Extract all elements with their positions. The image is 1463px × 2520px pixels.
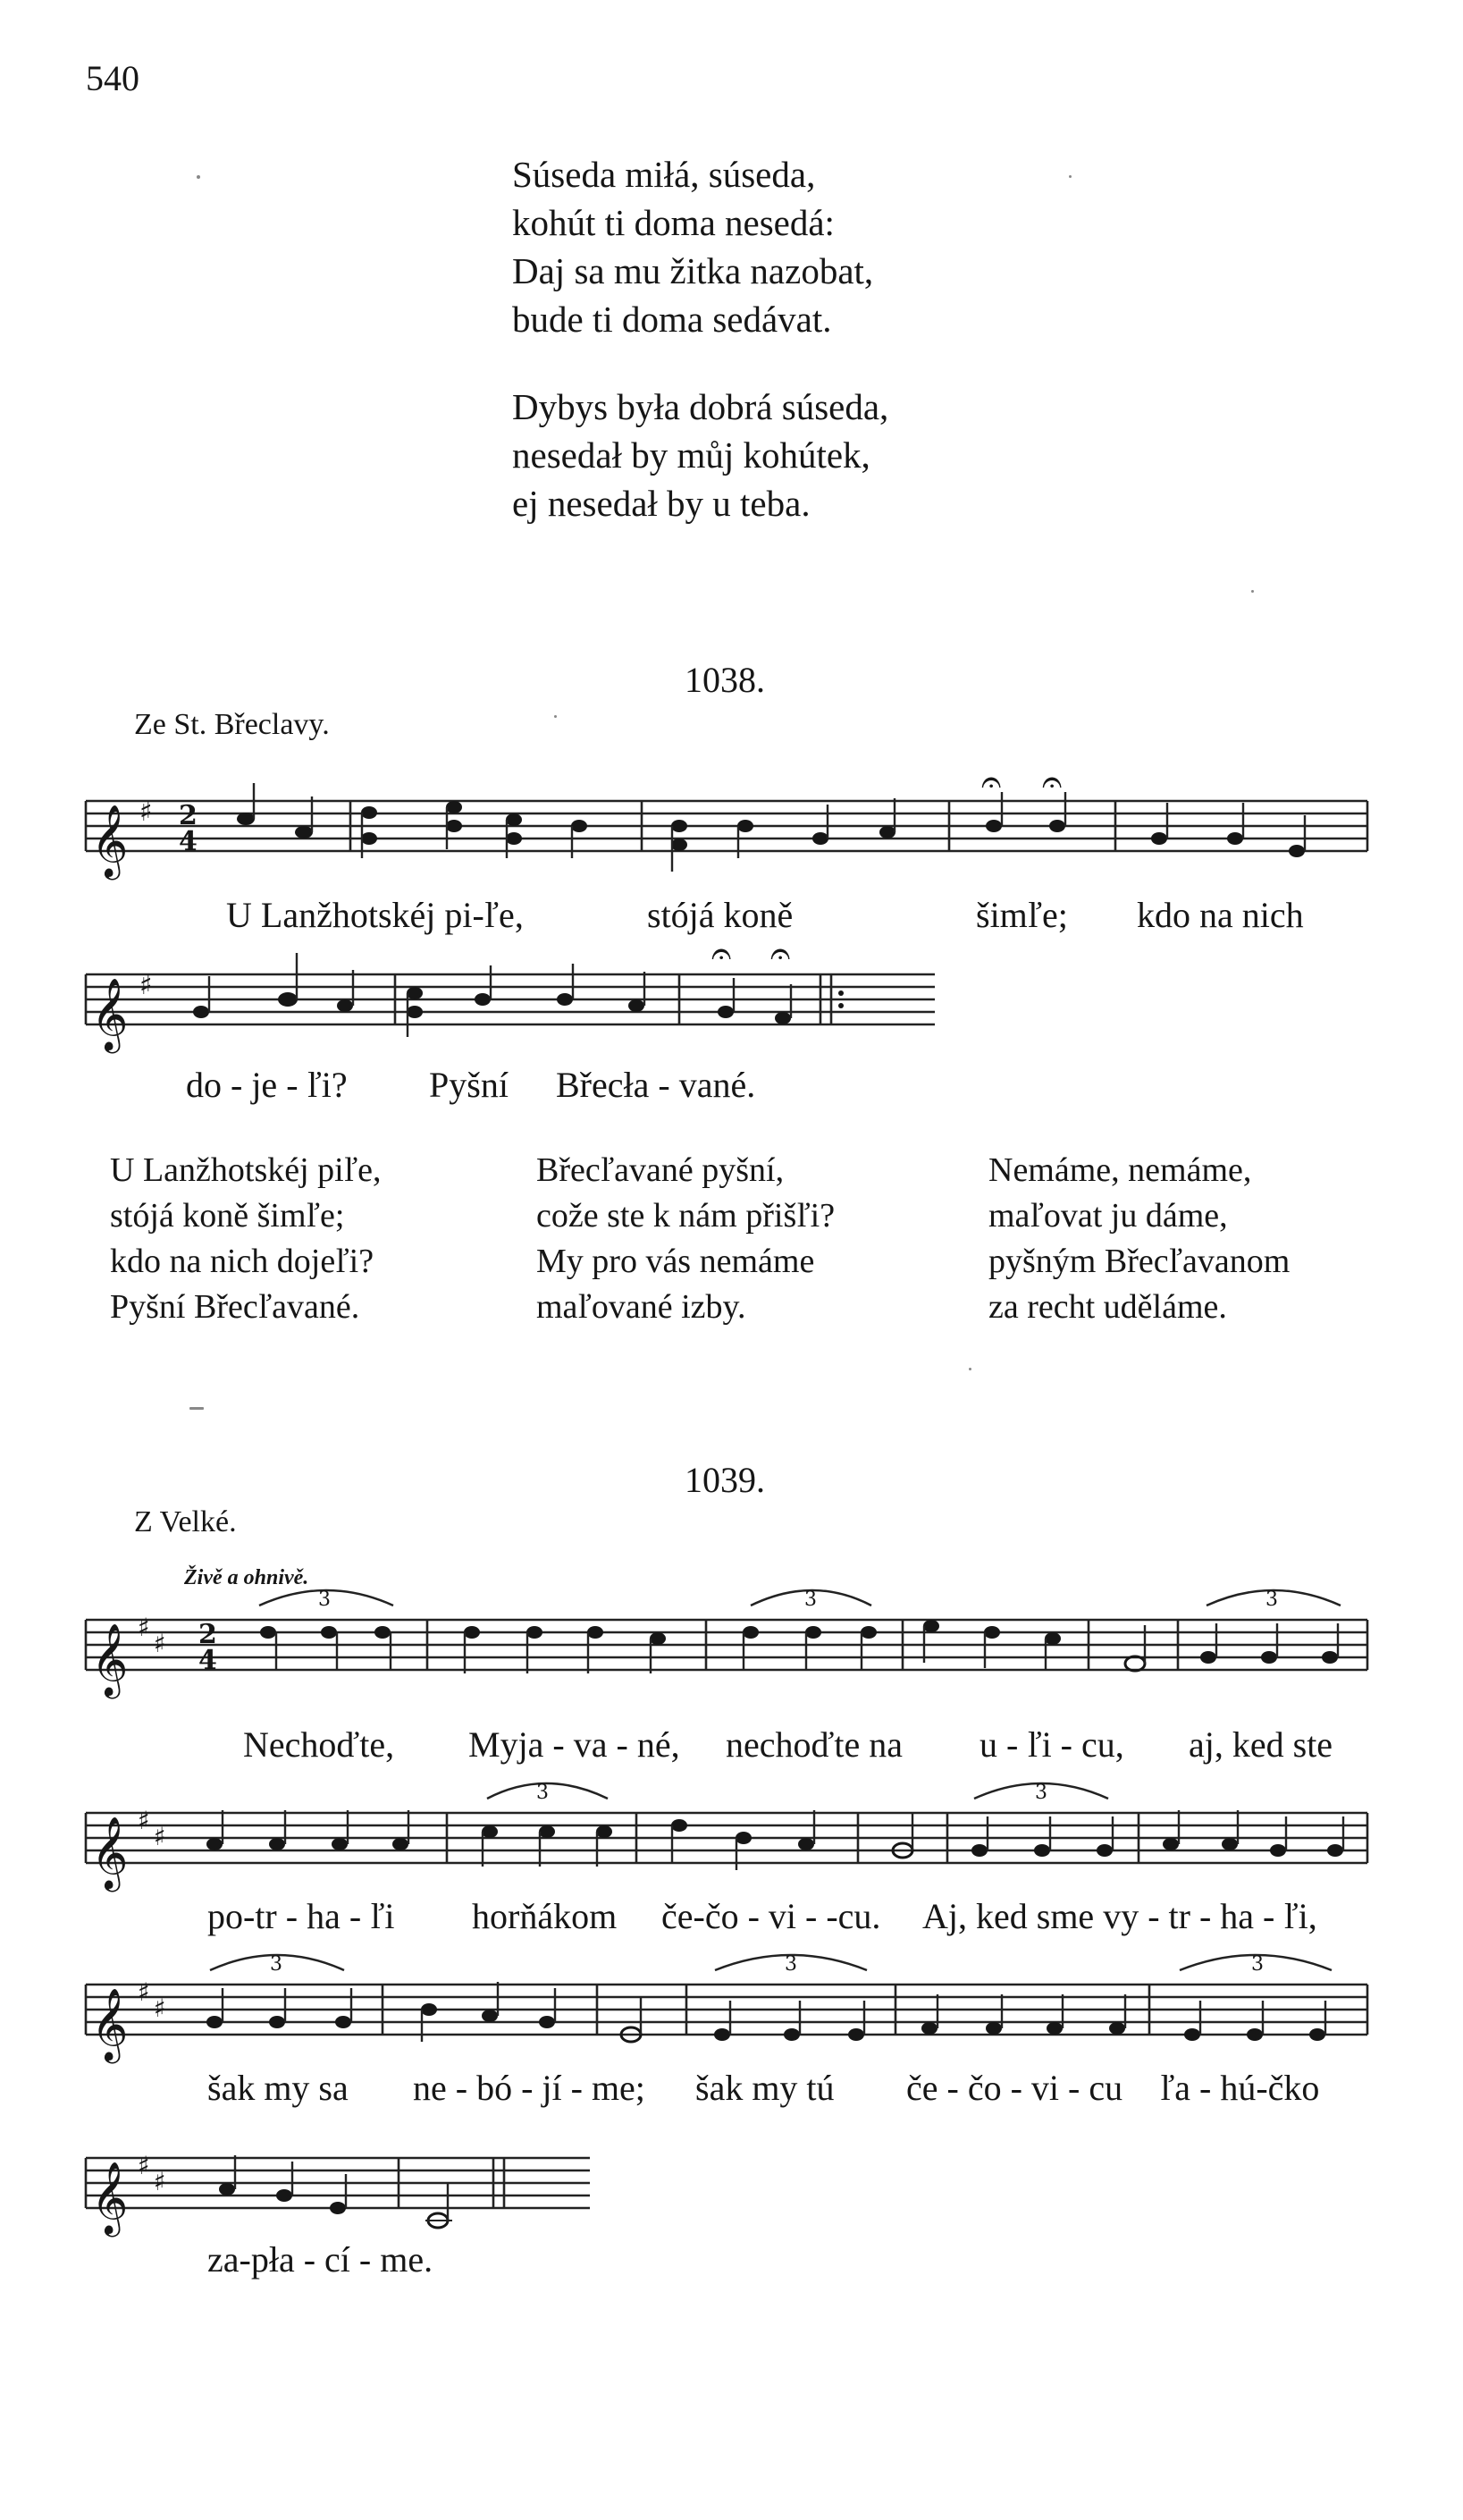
note <box>446 801 462 813</box>
note <box>295 826 313 839</box>
triplet-mark: 3 <box>1035 1782 1047 1804</box>
note <box>506 813 522 826</box>
poem-line: Dybys była dobrá súseda, <box>512 386 889 427</box>
note <box>237 813 255 825</box>
time-signature-top: 2 <box>198 1619 217 1650</box>
verse-line: kdo na nich dojeľi? <box>110 1243 374 1280</box>
lyrics-fragment: aj, ked ste <box>1189 1724 1333 1765</box>
note <box>879 826 895 839</box>
tempo-marking: Živě a ohnivě. <box>184 1566 309 1589</box>
staff-lines <box>86 1813 1367 1863</box>
fermata: 𝄐 <box>1042 762 1063 803</box>
verse-line: maľované izby. <box>536 1288 746 1326</box>
fermata: 𝄐 <box>981 762 1002 803</box>
note <box>1151 832 1167 845</box>
triplet-mark: 3 <box>1265 1589 1278 1611</box>
verse-line: za recht uděláme. <box>988 1288 1227 1326</box>
key-sharp: ♯ <box>139 796 153 828</box>
note <box>986 820 1002 832</box>
verse-line: My pro vás nemáme <box>536 1243 815 1280</box>
poem-line: Súseda miłá, súseda, <box>512 154 816 195</box>
fermata: 𝄐 <box>711 933 732 974</box>
key-sharp: ♯ <box>138 2151 150 2180</box>
lyrics-fragment: do - je - ľi? <box>186 1065 348 1105</box>
note <box>407 987 423 999</box>
lyrics-fragment: šak my sa <box>207 2068 349 2108</box>
treble-clef: 𝄞 <box>91 1622 129 1696</box>
poem-line: ej nesedał by u teba. <box>512 483 811 524</box>
note <box>775 1012 791 1024</box>
staff-lines <box>86 974 935 1024</box>
key-sharp: ♯ <box>154 1993 166 2023</box>
verse-column-3 <box>988 1148 1290 1330</box>
note <box>571 820 587 832</box>
key-sharp: ♯ <box>154 2167 166 2196</box>
lyrics-fragment: če-čo - vi - -cu. <box>661 1896 881 1936</box>
page-number: 540 <box>86 58 139 98</box>
note <box>628 999 644 1012</box>
time-signature-top: 2 <box>179 800 198 831</box>
key-sharp: ♯ <box>154 1822 166 1851</box>
note <box>193 1006 209 1018</box>
poem-line: bude ti doma sedávat. <box>512 299 832 340</box>
triplet-mark: 3 <box>270 1953 282 1976</box>
paper-speck <box>197 175 200 179</box>
key-sharp: ♯ <box>154 1629 166 1658</box>
note <box>737 820 753 832</box>
note <box>278 992 298 1007</box>
verse-line: Břecľavané pyšní, <box>536 1151 785 1189</box>
lyrics-fragment: Myja - va - né, <box>468 1724 680 1765</box>
verse-line: cože ste k nám přišľi? <box>536 1197 836 1235</box>
lyrics-fragment: Pyšní <box>429 1065 509 1105</box>
treble-clef: 𝄞 <box>91 1816 129 1889</box>
verse-line: Pyšní Břecľavané. <box>110 1288 360 1326</box>
triplet-mark: 3 <box>318 1589 331 1611</box>
treble-clef: 𝄞 <box>91 1987 129 2061</box>
lyrics-fragment: ľa - hú-čko <box>1160 2068 1320 2108</box>
note <box>812 832 828 845</box>
note <box>361 806 377 819</box>
lyrics-fragment: u - ľi - cu, <box>980 1724 1124 1765</box>
treble-clef: 𝄞 <box>91 977 129 1050</box>
note <box>1227 832 1243 845</box>
verse-line: pyšným Břecľavanom <box>988 1243 1291 1280</box>
treble-clef: 𝄞 <box>91 2161 129 2234</box>
lyrics-fragment: stójá koně <box>647 895 794 935</box>
paper-speck <box>189 1407 204 1410</box>
triplet-mark: 3 <box>804 1589 817 1611</box>
verse-line: U Lanžhotskéj piľe, <box>110 1151 382 1189</box>
lyrics-fragment: kdo na nich <box>1137 895 1304 935</box>
paper-speck <box>554 715 557 718</box>
lyrics-fragment: šimľe; <box>976 895 1068 935</box>
staff-lines <box>86 1620 1367 1670</box>
lyrics-fragment: ne - bó - jí - me; <box>413 2068 645 2108</box>
paper-speck <box>969 1368 971 1370</box>
lyrics-fragment: Aj, ked sme vy - tr - ha - ľi, <box>922 1896 1317 1936</box>
lyrics-fragment: za-pła - cí - me. <box>207 2239 433 2280</box>
lyrics-fragment: Nechoďte, <box>243 1724 395 1765</box>
staff-lines <box>86 801 1367 851</box>
verse-column-2 <box>536 1148 835 1330</box>
note <box>671 820 687 832</box>
lyrics-fragment: po-tr - ha - ľi <box>207 1896 395 1936</box>
song-origin-1039: Z Velké. <box>134 1505 237 1538</box>
fermata: 𝄐 <box>770 933 791 974</box>
paper-speck <box>1069 175 1072 178</box>
key-sharp: ♯ <box>138 1977 150 2007</box>
poem-line: kohút ti doma nesedá: <box>512 202 835 243</box>
key-sharp: ♯ <box>139 970 153 1001</box>
time-signature-bottom: 4 <box>198 1645 217 1676</box>
note <box>557 993 573 1006</box>
lyrics-fragment: Břecła - vané. <box>556 1065 756 1105</box>
triplet-mark: 3 <box>785 1953 797 1976</box>
note <box>337 999 353 1012</box>
triplet-mark: 3 <box>1251 1953 1264 1976</box>
song-number-1039: 1039. <box>685 1460 765 1500</box>
verse-line: Nemáme, nemáme, <box>988 1151 1252 1189</box>
verse-column-1 <box>110 1148 382 1330</box>
time-signature-bottom: 4 <box>179 826 198 857</box>
song-origin-1038: Ze St. Břeclavy. <box>134 708 330 741</box>
treble-clef: 𝄞 <box>91 804 129 877</box>
triplet-mark: 3 <box>536 1782 549 1804</box>
poem-line: nesedał by můj kohútek, <box>512 434 870 476</box>
lyrics-fragment: šak my tú <box>695 2068 835 2108</box>
key-sharp: ♯ <box>138 1806 150 1835</box>
note <box>718 1006 734 1018</box>
note <box>1049 820 1065 832</box>
verse-line: stójá koně šimľe; <box>110 1197 345 1235</box>
verse-line: maľovat ju dáme, <box>988 1197 1228 1235</box>
key-sharp: ♯ <box>138 1613 150 1642</box>
lyrics-fragment: horňákom <box>472 1896 618 1936</box>
lyrics-fragment: U Lanžhotskéj pi-ľe, <box>226 895 524 935</box>
poem-line: Daj sa mu žitka nazobat, <box>512 250 874 291</box>
note <box>475 993 491 1006</box>
note <box>1289 845 1305 857</box>
lyrics-fragment: nechoďte na <box>726 1724 903 1765</box>
song-number-1038: 1038. <box>685 660 765 700</box>
lyrics-fragment: če - čo - vi - cu <box>906 2068 1123 2108</box>
paper-speck <box>1251 590 1254 593</box>
